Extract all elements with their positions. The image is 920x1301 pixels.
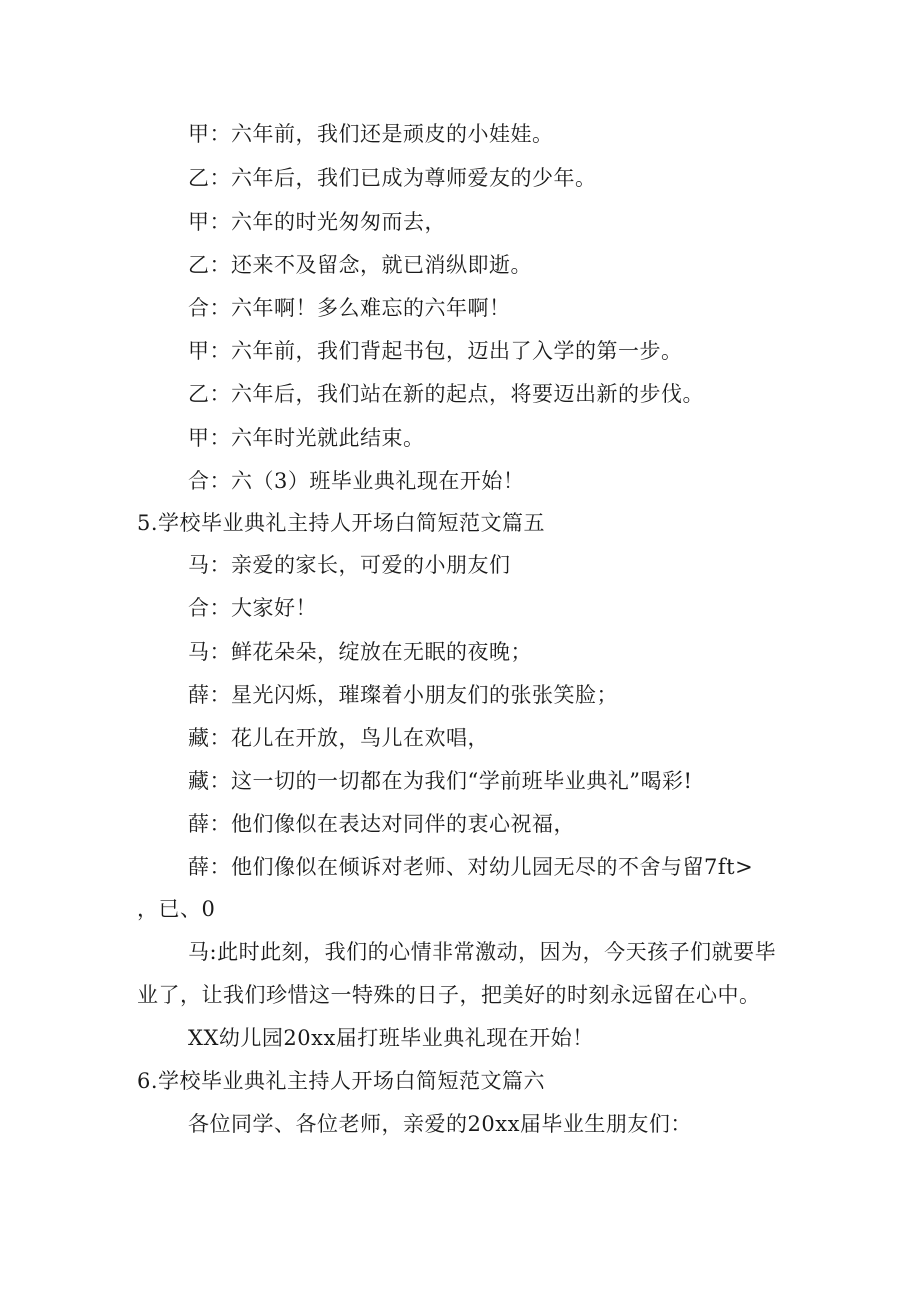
section-heading: 5.学校毕业典礼主持人开场白简短范文篇五 — [137, 511, 546, 535]
dialogue-line: 薛：他们像似在表达对同伴的衷心祝福， — [188, 812, 575, 836]
dialogue-line: 甲：六年前，我们背起书包，迈出了入学的第一步。 — [188, 339, 683, 363]
dialogue-line: 甲：六年的时光匆匆而去， — [188, 210, 446, 234]
dialogue-line: 乙：六年后，我们已成为尊师爱友的少年。 — [188, 166, 597, 190]
dialogue-line: 甲：六年时光就此结束。 — [188, 426, 425, 450]
dialogue-line-continuation: ，已、0 — [137, 897, 216, 921]
dialogue-line: 马：鲜花朵朵，绽放在无眠的夜晚； — [188, 640, 532, 664]
dialogue-line: 乙：六年后，我们站在新的起点，将要迈出新的步伐。 — [188, 382, 704, 406]
dialogue-line: 合：六（3）班毕业典礼现在开始！ — [188, 469, 525, 493]
dialogue-line: XX幼儿园20xx届打班毕业典礼现在开始！ — [188, 1026, 594, 1050]
dialogue-line: 薛：他们像似在倾诉对老师、对幼儿园无尽的不舍与留7ft> — [188, 855, 754, 879]
dialogue-line: 乙：还来不及留念，就已消纵即逝。 — [188, 253, 532, 277]
dialogue-line: 合：六年啊！多么难忘的六年啊！ — [188, 296, 511, 320]
dialogue-line: 薛：星光闪烁，璀璨着小朋友们的张张笑脸； — [188, 683, 618, 707]
dialogue-line: 马:此时此刻，我们的心情非常激动，因为，今天孩子们就要毕 — [188, 940, 777, 964]
dialogue-line-continuation: 业了，让我们珍惜这一特殊的日子，把美好的时刻永远留在心中。 — [137, 983, 761, 1007]
dialogue-line: 马：亲爱的家长，可爱的小朋友们 — [188, 553, 511, 577]
dialogue-line: 藏：花儿在开放，鸟儿在欢唱， — [188, 726, 489, 750]
body-paragraph: 各位同学、各位老师，亲爱的20xx届毕业生朋友们： — [188, 1112, 692, 1136]
section-heading: 6.学校毕业典礼主持人开场白简短范文篇六 — [137, 1069, 546, 1093]
dialogue-line: 甲：六年前，我们还是顽皮的小娃娃。 — [188, 122, 554, 146]
dialogue-line: 藏：这一切的一切都在为我们“学前班毕业典礼”喝彩! — [188, 769, 693, 793]
dialogue-line: 合：大家好！ — [188, 596, 317, 620]
